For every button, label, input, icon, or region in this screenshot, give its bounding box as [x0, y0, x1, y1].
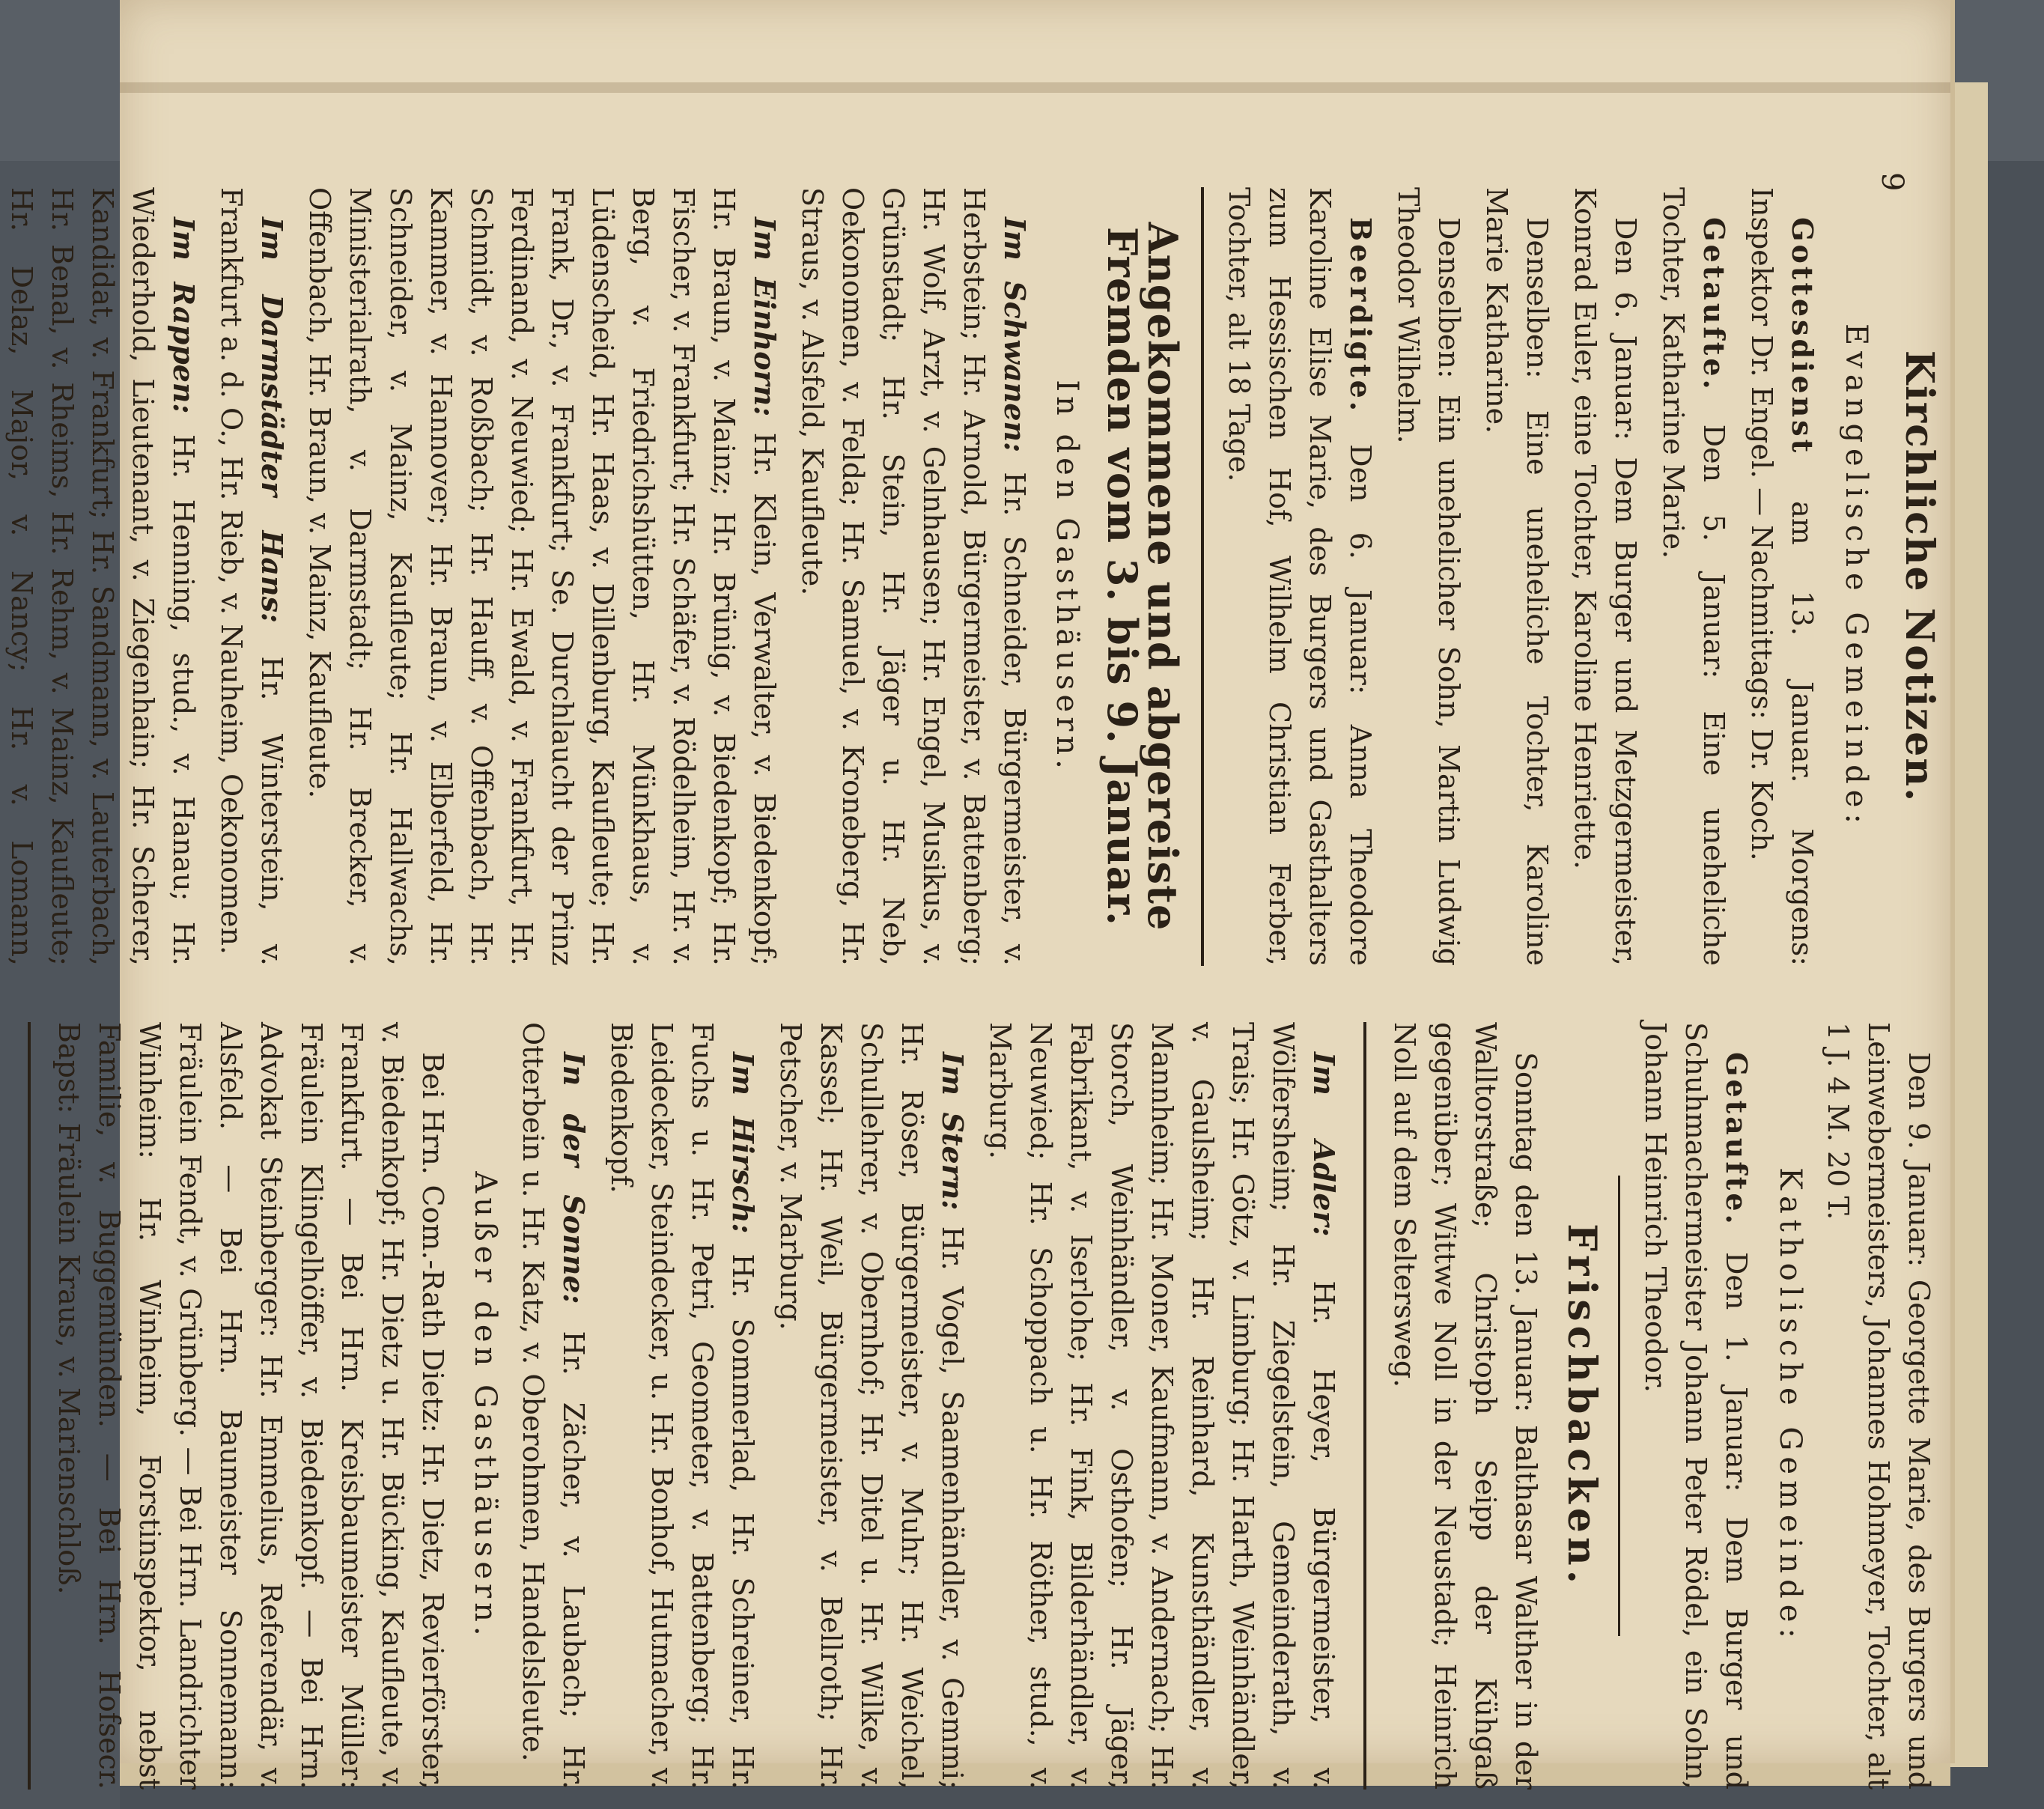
adler-text: Hr. Heyer, Bürgermeister, v. Wölfersheim; Hr. Ziegelstein, Gemeinderath, v. Trais; Hr. Götz, v. Limburg; Hr. Harth, Weinhändler, v. Gaulsheim; Hr. Reinhard, Kunsthändler, v. Mannheim; Hr. Moner, Kaufmann, v. Andernach; Hr. Storch, Weinhändler, v. Osthofen; Hr. Jäger, Fabrikant, v. Iserlohe; Hr. Fink, Bilderhändler, v. Neuwied; Hr. Schoppach u. Hr. Röther, stud., v. Marburg.: [984, 1022, 1340, 1790]
rotated-text-frame: [5, 172, 1942, 1790]
schwanen-text: Hr. Schneider, Bürgermeister, v. Herbstein; Hr. Arnold, Bürgermeister, v. Battenberg; Hr. Wolf, Arzt, v. Gelnhausen; Hr. Engel, Musikus, v. Grünstadt; Hr. Stein, Hr. Jäger u. Hr. Neb, Oekonomen, v. Felda; Hr. Samuel, v. Kroneberg, Hr. Straus, v. Alsfeld, Kaufleute.: [796, 187, 1031, 966]
page-number: 9: [1875, 172, 1909, 192]
stern-text: Hr. Vogel, Saamenhändler, v. Gemmi; Hr. Röser, Bürgermeister, v. Muhr; Hr. Weichel, Schullehrer, v. Obernhof; Hr. Ditel u. Hr. Wilke, v. Kassel; Hr. Weil, Bürgermeister, v. Bellroth; Hr. Petscher, v. Marburg.: [774, 1022, 969, 1790]
getaufte-paragraph: [1653, 187, 1734, 966]
frischbacken-title: Frischbacken.: [1559, 1223, 1605, 1588]
katholische-gemeinde-heading: Katholische Gemeinde:: [1773, 1167, 1807, 1644]
frischbacken-text: Sonntag den 13. Januar: Balthasar Walther in der Walltorstraße; Christoph Seipp der Kühgaß gegenüber; Wittwe Noll in der Neustadt; Heinrich Noll auf dem Seltersweg.: [1388, 1022, 1542, 1790]
divider-short: [1618, 1176, 1620, 1636]
stern-label: Im Stern:: [936, 1052, 970, 1211]
adler-entry: [980, 1022, 1344, 1790]
beerdigte-text: Den 6. Januar: Anna Theodore Karoline Elise Marie, des Burgers und Gasthalters zum Hessischen Hof, Wilhelm Christian Ferber, Tochter, alt 18 Tage.: [1223, 187, 1377, 966]
hirsch-text: Hr. Sommerlad, Hr. Schreiner, Hr. Fuchs u. Hr. Petri, Geometer, v. Battenberg; Hr. Leidecker, Steindecker, u. Hr. Bonhof, Hutmacher, v. Biedenkopf.: [605, 1022, 759, 1790]
hirsch-label: Im Hirsch:: [726, 1052, 760, 1234]
gottesdienst-text: am 13. Januar. Morgens: Inspektor Dr. Engel. — Nachmittags: Dr. Koch.: [1745, 187, 1819, 966]
einhorn-label: Im Einhorn:: [748, 217, 782, 417]
rappen-label: Im Rappen:: [167, 217, 201, 414]
section-divider-right: [1363, 1022, 1366, 1790]
schwanen-label: Im Schwanen:: [998, 217, 1032, 453]
hirsch-entry: [601, 1022, 763, 1790]
sonne-text: Hr. Zächer, v. Laubach; Hr. Otterbein u. Hr. Katz, v. Oberohmen, Handelsleute.: [517, 1022, 590, 1790]
gottesdienst-label: Gottesdienst: [1786, 217, 1819, 456]
carryover-entry: Den 9. Januar: Georgette Marie, des Burgers und Leinwebermeisters, Johannes Hohmeyer, Tochter, alt 1 J. 4 M. 20 T.: [1822, 1022, 1935, 1790]
getaufte-entry-4: Denselben: Ein unehelicher Sohn, Martin Ludwig Theodor Wilhelm.: [1392, 187, 1465, 966]
gottesdienst-paragraph: [1742, 187, 1822, 966]
schwanen-entry: [792, 187, 1035, 966]
darmstaedter-text: Hr. Winterstein, v. Frankfurt a. d. O., Hr. Rieb, v. Nauheim, Oekonomen.: [215, 187, 288, 967]
sonne-entry: [513, 1022, 594, 1790]
right-column: [0, 1022, 1939, 1790]
adler-label: Im Adler:: [1307, 1052, 1341, 1237]
gasthaeuser-heading: In den Gasthäusern.: [1050, 380, 1084, 773]
beerdigte-paragraph: [1219, 187, 1381, 966]
einhorn-text: Hr. Klein, Verwalter, v. Biedenkopf; Hr. Braun, v. Mainz; Hr. Brünig, v. Biedenkopf; Hr. Fischer, v. Frankfurt; Hr. Schäfer, v. Rödelheim, Hr. v. Berg, v. Friedrichshütten, Hr. Münkhaus, v. Lüdenscheid, Hr. Haas, v. Dillenburg, Kaufleute; Hr. Frank, Dr., v. Frankfurt; Se. Durchlaucht der Prinz Ferdinand, v. Neuwied; Hr. Ewald, v. Frankfurt, Hr. Schmidt, v. Roßbach; Hr. Hauff, v. Offenbach, Hr. Kammer, v. Hannover; Hr. Braun, v. Elberfeld, Hr. Schneider, v. Mainz, Kaufleute; Hr. Hallwachs, Ministerialrath, v. Darmstadt; Hr. Brecker, v. Offenbach, Hr. Braun, v. Mainz, Kaufleute.: [303, 187, 781, 966]
einhorn-entry: [299, 187, 785, 966]
getaufte-entry-3: Denselben: Eine uneheliche Tochter, Karoline Marie Katharine.: [1480, 187, 1554, 966]
rappen-text: Hr. Henning, stud., v. Hanau; Hr. Wiederhold, Lieutenant, v. Ziegenhain; Hr. Scherer, Kandidat, v. Frankfurt; Hr. Sandmann, v. Lauterbach, Hr. Benal, v. Rheims, Hr. Rehm, v. Mainz, Kaufleute; Hr. Delaz, Major, v. Nancy; Hr. v. Lomann,: [5, 187, 200, 966]
beerdigte-label: Beerdigte.: [1344, 217, 1378, 415]
stern-entry: [770, 1022, 973, 1790]
ausser-gasthaeuser-heading: Außer den Gasthäusern.: [468, 1171, 502, 1641]
ausser-gasthaeuser-text: Bei Hrn. Com.-Rath Dietz: Hr. Dietz, Revierförster, v. Biedenkopf; Hr. Dietz u. Hr. Bücking, Kaufleute, v. Frankfurt. — Bei Hrn. Kreisbaumeister Müller: Fräulein Klingelhöffer, v. Biedenkopf. — Bei Hrn. Advokat Steinberger: Hr. Emmelius, Referendär, v. Alsfeld. — Bei Hrn. Baumeister Sonnemann: Fräulein Fendt, v. Grünberg. — Bei Hrn. Landrichter Winheim: Hr. Winheim, Forstinspektor, nebst Familie, v. Buggemünden. — Bei Hrn. Hofsecr. Bapst: Fräulein Kraus, v. Marienschloß.: [52, 1022, 449, 1790]
arrivals-title: Angekommene und abgereiste Fremden vom 3. bis 9. Januar.: [1098, 222, 1187, 931]
left-column: [0, 187, 1942, 967]
getaufte-label: Getaufte.: [1697, 217, 1731, 392]
darmstaedter-entry: [211, 187, 292, 966]
kath-getaufte-paragraph: [1635, 1022, 1756, 1790]
getaufte-text: Den 5. Januar: Eine uneheliche Tochter, Katharine Marie.: [1657, 187, 1730, 966]
sonne-label: In der Sonne:: [557, 1052, 591, 1304]
page-fold-shadow: [120, 82, 1950, 93]
getaufte-entry-2: Den 6. Januar: Dem Burger und Metzgermeister, Konrad Euler, eine Tochter, Karoline Henriette.: [1569, 187, 1642, 966]
kirchliche-notizen-title: Kirchliche Notizen.: [1897, 350, 1942, 803]
section-divider: [1201, 187, 1204, 966]
kath-getaufte-text: Den 1. Januar: Dem Burger und Schuhmachermeister Johann Peter Rödel, ein Sohn, Johann Heinrich Theodor.: [1639, 1022, 1753, 1790]
kath-getaufte-label: Getaufte.: [1720, 1052, 1753, 1227]
rappen-entry: [0, 187, 204, 966]
evangelische-gemeinde-heading: Evangelische Gemeinde:: [1839, 323, 1873, 830]
darmstaedter-label: Im Darmstädter Hans:: [255, 217, 289, 624]
page-stack-edge: [1950, 82, 1988, 1767]
imprint-divider: [28, 1022, 31, 1790]
